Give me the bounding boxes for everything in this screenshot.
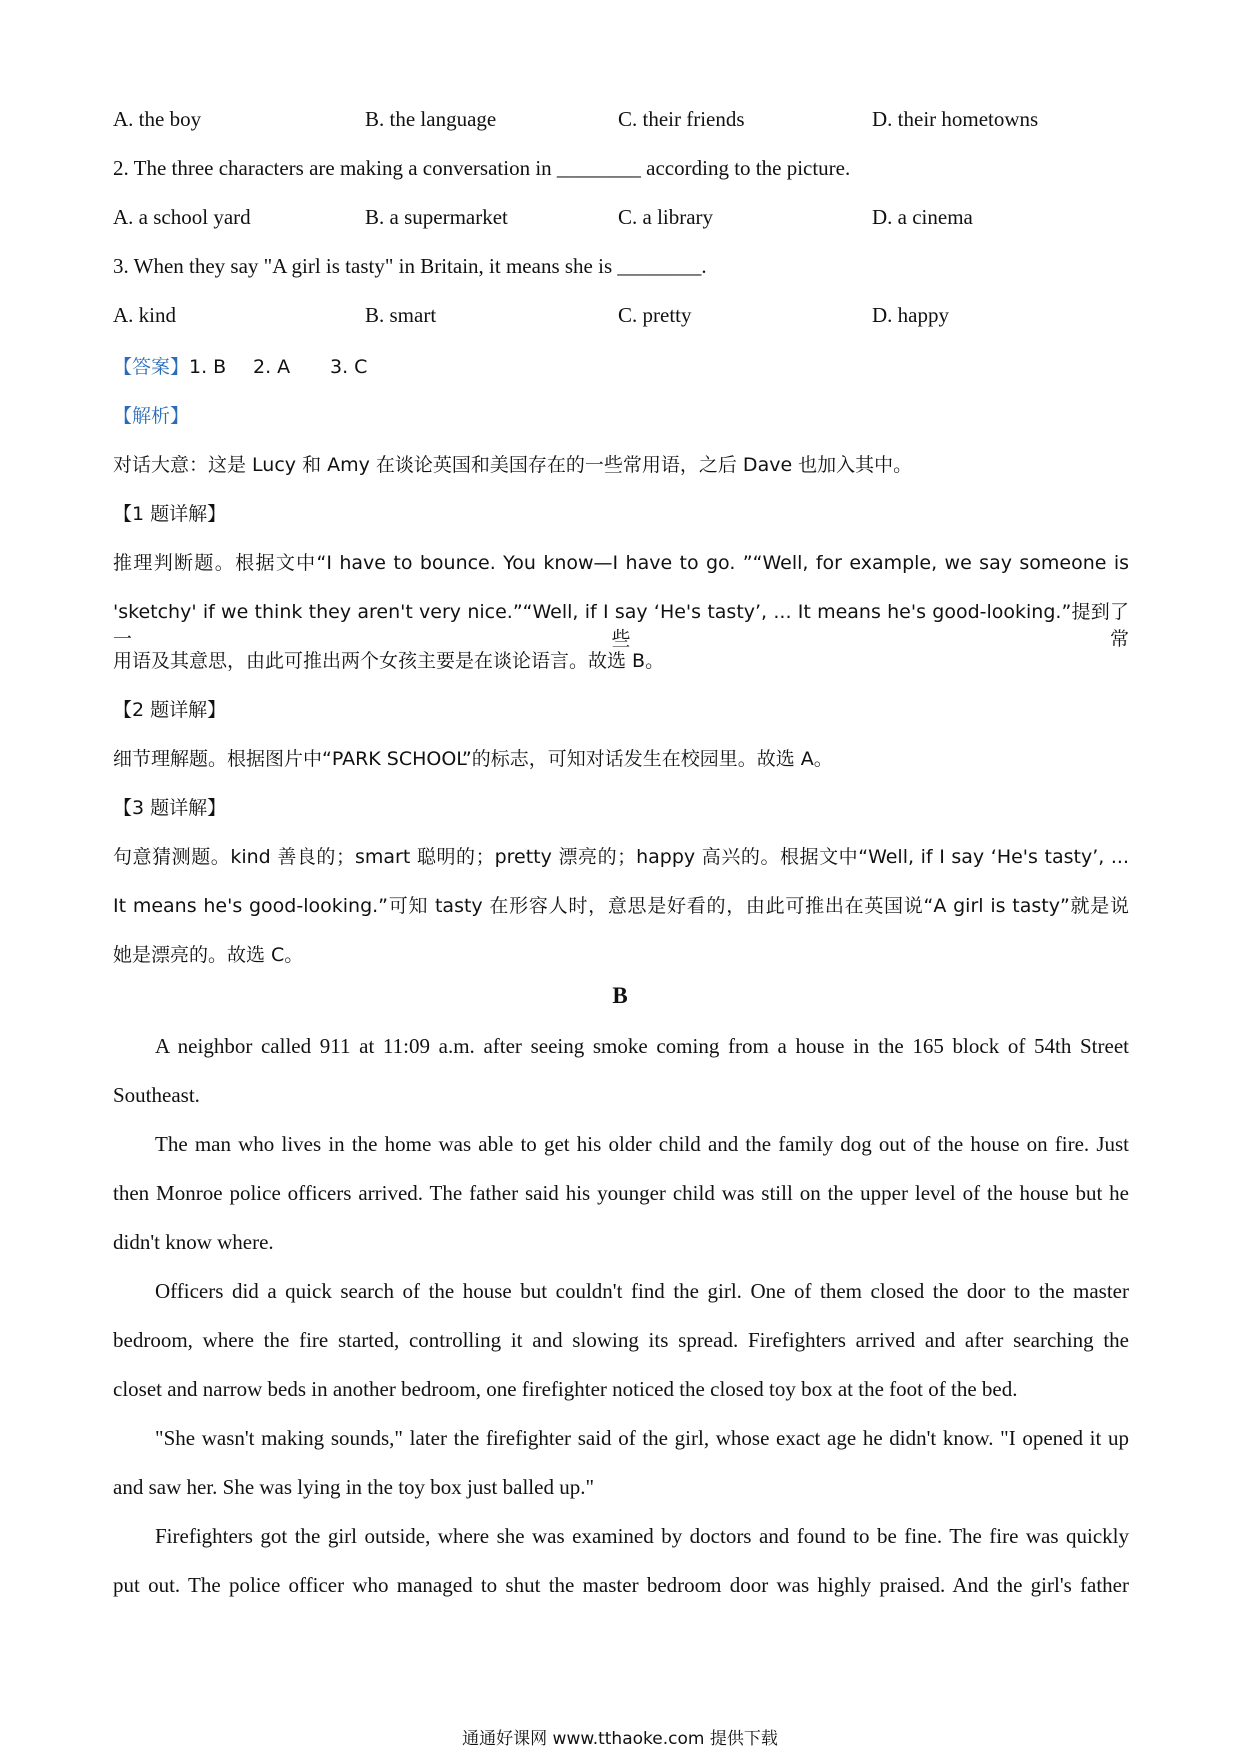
passage-p2-line-1: The man who lives in the home was able to get his older child and the family dog out of the house on fire. Just [155,1132,1129,1156]
detail-3-line-2: It means he's good-looking.”可知 tasty 在形容人时，意思是好看的，由此可推出在英国说“A girl is tasty”就是说 [113,895,1129,917]
analysis-label: 【解析】 [113,405,190,427]
answer-label: 【答案】 [113,356,190,378]
answer-2: 2. A [253,356,291,378]
passage-p5-line-1: Firefighters got the girl outside, where she was examined by doctors and found to be fine. The fire was quickly [155,1524,1129,1548]
detail-1-line-3: 用语及其意思，由此可推出两个女孩主要是在谈论语言。故选 B。 [113,650,665,672]
q2-option-d: D. a cinema [872,205,973,229]
q1-options [113,107,1133,137]
q3-stem: 3. When they say "A girl is tasty" in Britain, it means she is ________. [113,254,707,278]
passage-p4-line-1: "She wasn't making sounds," later the firefighter said of the girl, whose exact age he didn't know. "I opened it up [155,1426,1129,1450]
q2-options [113,205,1133,235]
passage-p3-line-2: bedroom, where the fire started, controlling it and slowing its spread. Firefighters arrived and after searching the [113,1328,1129,1352]
q1-option-c: C. their friends [618,107,745,131]
passage-p3-line-3: closet and narrow beds in another bedroom, one firefighter noticed the closed toy box at the foot of the bed. [113,1377,1018,1401]
q2-option-b: B. a supermarket [365,205,508,229]
q3-option-a: A. kind [113,303,176,327]
passage-p1-line-2: Southeast. [113,1083,200,1107]
passage-p5-line-2: put out. The police officer who managed to shut the master bedroom door was highly praised. And the girl's father [113,1573,1129,1597]
passage-p2-line-3: didn't know where. [113,1230,274,1254]
detail-3-label: 【3 题详解】 [113,797,227,819]
detail-1-line-2: 'sketchy' if we think they aren't very nice.”“Well, if I say ‘He's tasty’, ... It means he's good-looking.”提到了一些常 [113,601,1129,650]
passage-p2-line-2: then Monroe police officers arrived. The father said his younger child was still on the upper level of the house but he [113,1181,1129,1205]
q3-option-b: B. smart [365,303,437,327]
q2-option-c: C. a library [618,205,714,229]
q3-option-c: C. pretty [618,303,692,327]
detail-1-label: 【1 题详解】 [113,503,227,525]
q1-option-a: A. the boy [113,107,202,131]
q3-option-d: D. happy [872,303,949,327]
passage-p1-line-1: A neighbor called 911 at 11:09 a.m. after seeing smoke coming from a house in the 165 block of 54th Street [155,1034,1129,1058]
section-b-title: B [612,983,628,1008]
detail-2-label: 【2 题详解】 [113,699,227,721]
answer-1: 1. B [189,356,227,378]
detail-3-line-1: 句意猜测题。kind 善良的；smart 聪明的；pretty 漂亮的；happy 高兴的。根据文中“Well, if I say ‘He's tasty’, ... [113,846,1129,868]
q2-stem: 2. The three characters are making a conversation in ________ according to the picture. [113,156,851,180]
page-footer: 通通好课网 www.tthaoke.com 提供下载 [462,1729,778,1749]
detail-3-line-3: 她是漂亮的。故选 C。 [113,944,304,966]
passage-p3-line-1: Officers did a quick search of the house but couldn't find the girl. One of them closed the door to the master [155,1279,1129,1303]
q2-option-a: A. a school yard [113,205,251,229]
answer-row [113,352,367,379]
q3-options [113,303,1133,333]
dialogue-summary: 对话大意：这是 Lucy 和 Amy 在谈论英国和美国存在的一些常用语，之后 Dave 也加入其中。 [113,454,913,476]
detail-2-line-1: 细节理解题。根据图片中“PARK SCHOOL”的标志，可知对话发生在校园里。故选 A。 [113,748,833,770]
detail-1-line-1: 推理判断题。根据文中“I have to bounce. You know—I have to go. ”“Well, for example, we say someone is [113,552,1129,574]
q1-option-d: D. their hometowns [872,107,1039,131]
passage-p4-line-2: and saw her. She was lying in the toy box just balled up." [113,1475,595,1499]
q1-option-b: B. the language [365,107,497,131]
answer-3: 3. C [330,356,368,378]
